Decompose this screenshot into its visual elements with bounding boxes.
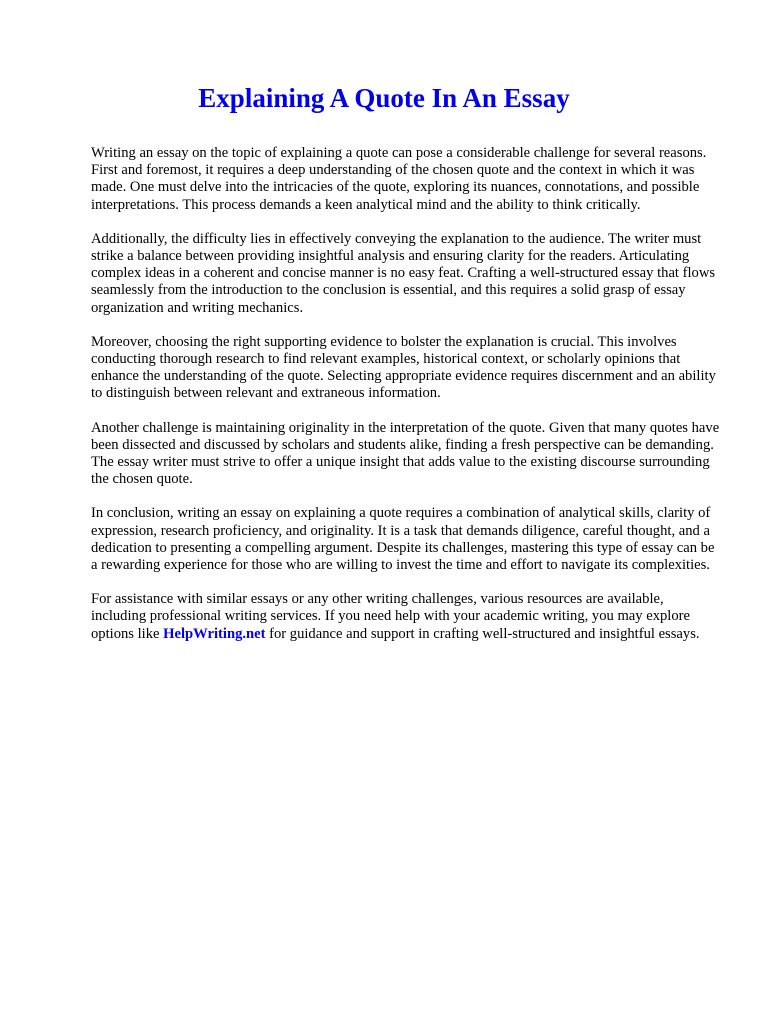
paragraph-4: Another challenge is maintaining originality in the interpretation of the quote. Given that many quotes have been dissected and discussed by scholars and students alike, finding a fresh perspective can be demanding. The essay writer must strive to offer a unique insight that adds value to the existing discourse surrounding the chosen quote. [91,419,720,488]
helpwriting-link[interactable]: HelpWriting.net [163,625,266,642]
paragraph-1: Writing an essay on the topic of explaining a quote can pose a considerable challenge for several reasons. First and foremost, it requires a deep understanding of the chosen quote and the context in which it was made. One must delve into the intricacies of the quote, exploring its nuances, connotations, and possible interpretations. This process demands a keen analytical mind and the ability to think critically. [91,145,707,213]
closing-paragraph [91,591,721,643]
essay-body [91,145,721,660]
paragraph-5: In conclusion, writing an essay on explaining a quote requires a combination of analytical skills, clarity of expression, research proficiency, and originality. It is a task that demands diligence, careful thought, and a dedication to presenting a compelling argument. Despite its challenges, mastering this type of essay can be a rewarding experience for those who are willing to invest the time and effort to navigate its complexities. [91,505,715,574]
paragraph-3: Moreover, choosing the right supporting evidence to bolster the explanation is crucial. This involves conducting thorough research to find relevant examples, historical context, or scholarly opinions that enhance the understanding of the quote. Selecting appropriate evidence requires discernment and an ability to distinguish between relevant and extraneous information. [91,333,716,402]
closing-text-after-link: for guidance and support in crafting well-structured and insightful essays. [265,625,700,642]
closing-text-before-link: For assistance with similar essays or any other writing challenges, various resources are available, including professional writing services. If you need help with your academic writing, you may explore options like [91,591,690,642]
page-title: Explaining A Quote In An Essay [198,83,570,113]
paragraph-2: Additionally, the difficulty lies in effectively conveying the explanation to the audience. The writer must strike a balance between providing insightful analysis and ensuring clarity for the readers. Articulating complex ideas in a coherent and concise manner is no easy feat. Crafting a well-structured essay that flows seamlessly from the introduction to the conclusion is essential, and this requires a solid grasp of essay organization and writing mechanics. [91,230,716,316]
